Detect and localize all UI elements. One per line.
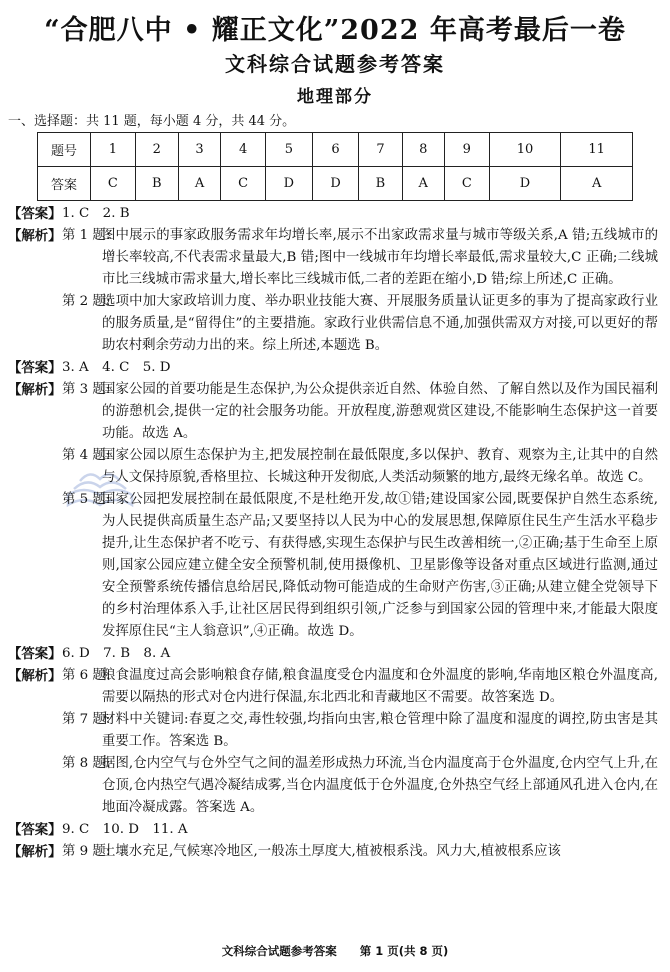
block-tag	[8, 291, 62, 357]
question-number-cell: 7	[359, 133, 402, 167]
question-number-cell: 4	[221, 133, 266, 167]
answer-block	[8, 203, 658, 225]
page-footer: 文科综合试题参考答案 第 1 页(共 8 页)	[221, 944, 449, 958]
block-text: 土壤水充足,气候寒冷地区,一般冻土厚度大,植被根系浅。风力大,植被根系应该	[102, 844, 561, 859]
answer-cell: D	[489, 167, 561, 201]
block-tag: 【解析】	[8, 668, 62, 684]
question-ref: 第 8 题:	[62, 756, 111, 771]
block-tag	[8, 753, 62, 819]
block-text: 3. A 4. C 5. D	[62, 360, 171, 375]
document-title: “合肥八中 • 耀正文化”2022 年高考最后一卷	[44, 15, 626, 46]
answer-block	[8, 225, 658, 291]
question-ref: 第 6 题:	[62, 668, 111, 683]
answer-block	[8, 665, 658, 709]
answer-block	[8, 709, 658, 753]
answer-cell: B	[135, 167, 178, 201]
answer-table-row1-label: 题号	[38, 133, 91, 167]
question-ref: 第 7 题:	[62, 712, 111, 727]
block-text: 1. C 2. B	[62, 206, 130, 221]
block-tag: 【解析】	[8, 228, 62, 244]
section1-label: 一、选择题：共 11 题，每小题 4 分，共 44 分。	[8, 114, 296, 129]
question-number-cell: 9	[444, 133, 489, 167]
question-ref: 第 5 题:	[62, 492, 111, 507]
block-text: 选项中加大家政培训力度、举办职业技能大赛、开展服务质量认证更多的事为了提高家政行业的服务质量,是“留得住”的主要措施。家政行业供需信息不通,加强供需双方对接,可以更好的帮助农村剩余劳动力出的来。综上所述,本题选 B。	[102, 294, 658, 353]
answer-explanations	[8, 203, 658, 863]
answer-cell: A	[402, 167, 444, 201]
answer-table-number-row	[38, 133, 633, 167]
answer-block	[8, 841, 658, 863]
answer-table	[37, 132, 633, 201]
answer-block	[8, 489, 658, 643]
block-tag: 【答案】	[8, 646, 62, 662]
block-text: 材料中关键词:春夏之交,毒性较强,均指向虫害,粮仓管理中除了温度和湿度的调控,防虫害是其重要工作。答案选 B。	[102, 712, 658, 749]
answer-block	[8, 291, 658, 357]
answer-cell: D	[312, 167, 359, 201]
answer-block	[8, 819, 658, 841]
answer-cell: D	[265, 167, 312, 201]
block-text: 国家公园的首要功能是生态保护,为公众提供亲近自然、体验自然、了解自然以及作为国民福利的游憩机会,提供一定的社会服务功能。开放程度,游憩观赏区建设,不能影响生态保护这一首要功能。故选 A。	[102, 382, 658, 441]
answer-table-answer-row	[38, 167, 633, 201]
question-ref: 第 4 题:	[62, 448, 111, 463]
question-ref: 第 1 题:	[62, 228, 111, 243]
question-number-cell: 11	[561, 133, 633, 167]
answer-cell: C	[91, 167, 136, 201]
section-heading: 地理部分	[297, 87, 373, 107]
answer-block	[8, 643, 658, 665]
question-number-cell: 10	[489, 133, 561, 167]
question-number-cell: 8	[402, 133, 444, 167]
block-text: 国家公园以原生态保护为主,把发展控制在最低限度,多以保护、教育、观察为主,让其中的自然与人文保持原貌,香格里拉、长城这种开发彻底,人类活动频繁的地方,最终无缘名单。故选 C。	[102, 448, 658, 485]
answer-cell: B	[359, 167, 402, 201]
block-text: 图中展示的事家政服务需求年均增长率,展示不出家政需求量与城市等级关系,A 错;五线城市的增长率较高,不代表需求量最大,B 错;图中一线城市年均增长率最低,需求量较大,C 正确;二线城市比三线城市需求量大,增长率比三线城市低,二者的差距在缩小,D 错;综上所述,C 正确。	[102, 228, 658, 287]
block-text: 粮食温度过高会影响粮食存储,粮食温度受仓内温度和仓外温度的影响,华南地区粮仓外温度高,需要以隔热的形式对仓内进行保温,东北西北和青藏地区不需要。故答案选 D。	[102, 668, 658, 705]
answer-cell: A	[178, 167, 220, 201]
answer-block	[8, 379, 658, 445]
block-tag: 【解析】	[8, 844, 62, 860]
answer-cell: A	[561, 167, 633, 201]
question-ref: 第 9 题:	[62, 844, 111, 859]
question-number-cell: 2	[135, 133, 178, 167]
question-ref: 第 2 题:	[62, 294, 111, 309]
answer-block	[8, 753, 658, 819]
answer-table-row2-label: 答案	[38, 167, 91, 201]
answer-block	[8, 445, 658, 489]
answer-cell: C	[221, 167, 266, 201]
document-subtitle: 文科综合试题参考答案	[225, 52, 445, 76]
question-number-cell: 6	[312, 133, 359, 167]
block-tag: 【答案】	[8, 360, 62, 376]
block-tag	[8, 445, 62, 489]
block-tag	[8, 489, 62, 643]
question-ref: 第 3 题:	[62, 382, 111, 397]
block-tag	[8, 709, 62, 753]
answer-block	[8, 357, 658, 379]
block-text: 国家公园把发展控制在最低限度,不是杜绝开发,故①错;建设国家公园,既要保护自然生态系统,为人民提供高质量生态产品;又要坚持以人民为中心的发展思想,保障原住民生产生活水平稳步提升,让生态保护者不吃亏、有获得感,实现生态保护与民生改善相统一,②正确;基于生命至上原则,国家公园应建立健全安全预警机制,使用摄像机、卫星影像等设备对重点区域进行监测,通过安全预警系统传播信息给居民,降低动物可能造成的生命财产伤害,③正确;从建立健全党领导下的乡村治理体系入手,让社区居民得到组织引领,广泛参与到国家公园的管理中来,才能最大限度发挥原住民“主人翁意识”,④正确。故选 D。	[102, 492, 658, 639]
block-text: 6. D 7. B 8. A	[62, 646, 171, 661]
block-text: 9. C 10. D 11. A	[62, 822, 188, 837]
answer-cell: C	[444, 167, 489, 201]
question-number-cell: 5	[265, 133, 312, 167]
block-text: 据图,仓内空气与仓外空气之间的温差形成热力环流,当仓内温度高于仓外温度,仓内空气上升,在仓顶,仓内热空气遇冷凝结成雾,当仓内温度低于仓外温度,仓外热空气经上部通风孔进入仓内,在地面冷凝成露。答案选 A。	[102, 756, 658, 815]
question-number-cell: 1	[91, 133, 136, 167]
block-tag: 【答案】	[8, 206, 62, 222]
block-tag: 【解析】	[8, 382, 62, 398]
block-tag: 【答案】	[8, 822, 62, 838]
question-number-cell: 3	[178, 133, 220, 167]
